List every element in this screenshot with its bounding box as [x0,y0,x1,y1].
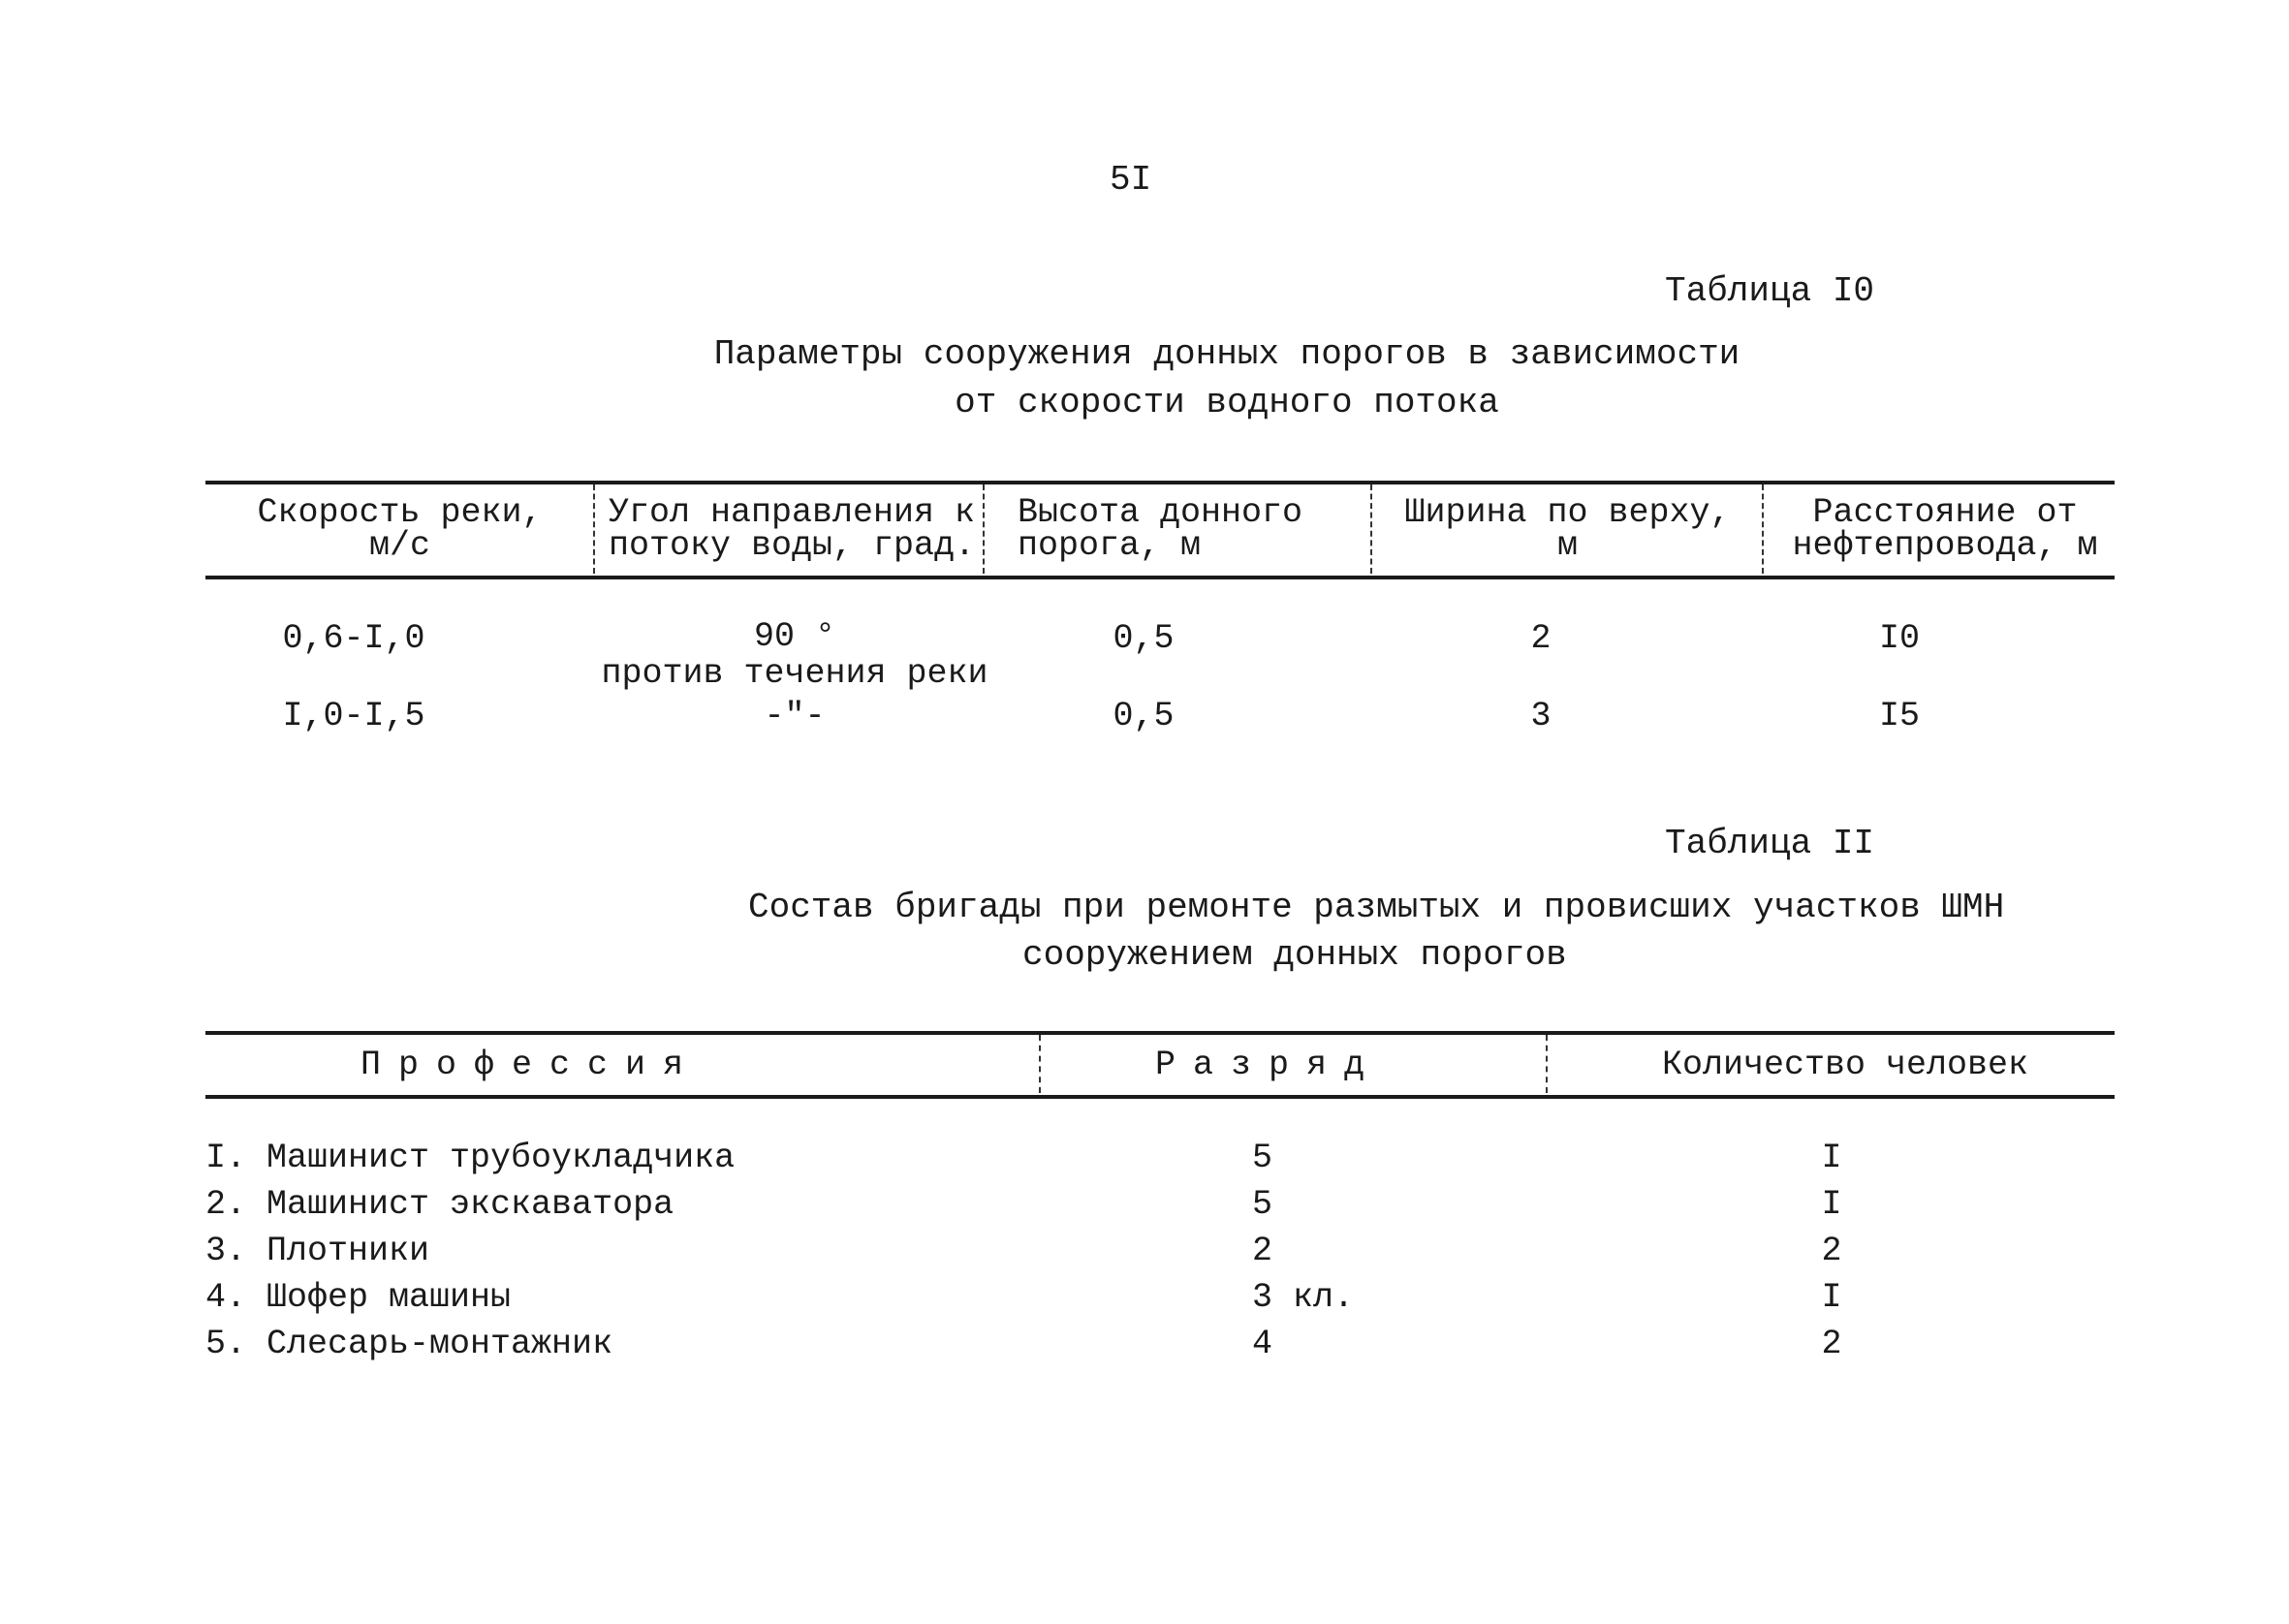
table-10-cell-width: 3 [1530,697,1552,735]
table-10-header-angle: Угол направления к потоку воды, град. [609,493,976,565]
table-10-header-rule [205,576,2115,579]
table-10-col-divider [593,484,595,574]
table-11-label: Таблица II [1665,824,1875,863]
table-11-cell-count: I [1821,1185,1842,1224]
table-11-top-rule [205,1031,2115,1035]
table-11-cell-profession: 5. Слесарь-монтажник [205,1325,613,1363]
table-10-cell-width: 2 [1530,619,1552,658]
table-10-col-divider [1762,484,1764,574]
table-11-cell-grade: 4 [1252,1325,1273,1363]
table-10-col-divider [1370,484,1372,574]
table-11-cell-count: I [1821,1139,1842,1177]
table-11-header-count: Количество человек [1662,1046,2029,1084]
table-11-col-divider [1039,1035,1041,1093]
table-10-cell-height: 0,5 [1113,619,1175,658]
table-11-cell-profession: I. Машинист трубоукладчика [205,1139,736,1177]
table-10-header-width: Ширина по верху, м [1404,493,1731,565]
table-10-title-line-1: Параметры сооружения донных порогов в зависимости [713,334,1740,374]
table-11-header-profession: Профессия [361,1046,702,1084]
table-11-header-rule [205,1095,2115,1099]
table-11-cell-profession: 4. Шофер машины [205,1278,512,1317]
table-11-title-line-2: сооружением донных порогов [1022,935,1567,975]
table-10-cell-angle-note: против течения реки [601,654,988,693]
table-10-header-height: Высота донного порога, м [1018,493,1303,565]
table-10-header-speed: Скорость реки, м/с [257,493,543,565]
table-10-cell-height: 0,5 [1113,697,1175,735]
table-10-col-divider [983,484,985,574]
table-10-label: Таблица I0 [1665,271,1875,311]
table-10-header-distance: Расстояние от нефтепровода, м [1792,493,2098,565]
table-11-cell-grade: 5 [1252,1185,1273,1224]
table-11-cell-count: I [1821,1278,1842,1317]
table-10-cell-distance: I5 [1878,697,1920,735]
table-11-cell-count: 2 [1821,1232,1842,1270]
table-11-cell-count: 2 [1821,1325,1842,1363]
table-11-cell-grade: 5 [1252,1139,1273,1177]
table-10-top-rule [205,481,2115,484]
table-10-cell-angle: -"- [764,697,826,735]
table-11-cell-profession: 3. Плотники [205,1232,430,1270]
table-10-cell-speed: 0,6-I,0 [282,619,425,658]
table-11-header-grade: Разряд [1155,1046,1383,1084]
table-10-title-line-2: от скорости водного потока [955,383,1499,422]
table-11-col-divider [1546,1035,1548,1093]
page-number: 5I [1110,160,1152,200]
table-11-cell-profession: 2. Машинист экскаватора [205,1185,674,1224]
table-11-cell-grade: 2 [1252,1232,1273,1270]
table-10-cell-distance: I0 [1878,619,1920,658]
table-10-cell-angle: 90 ° [753,617,835,656]
table-11-title-line-1: Состав бригады при ремонте размытых и провисших участков ШМН [748,888,2005,927]
table-10-cell-speed: I,0-I,5 [282,697,425,735]
table-11-cell-grade: 3 кл. [1252,1278,1355,1317]
